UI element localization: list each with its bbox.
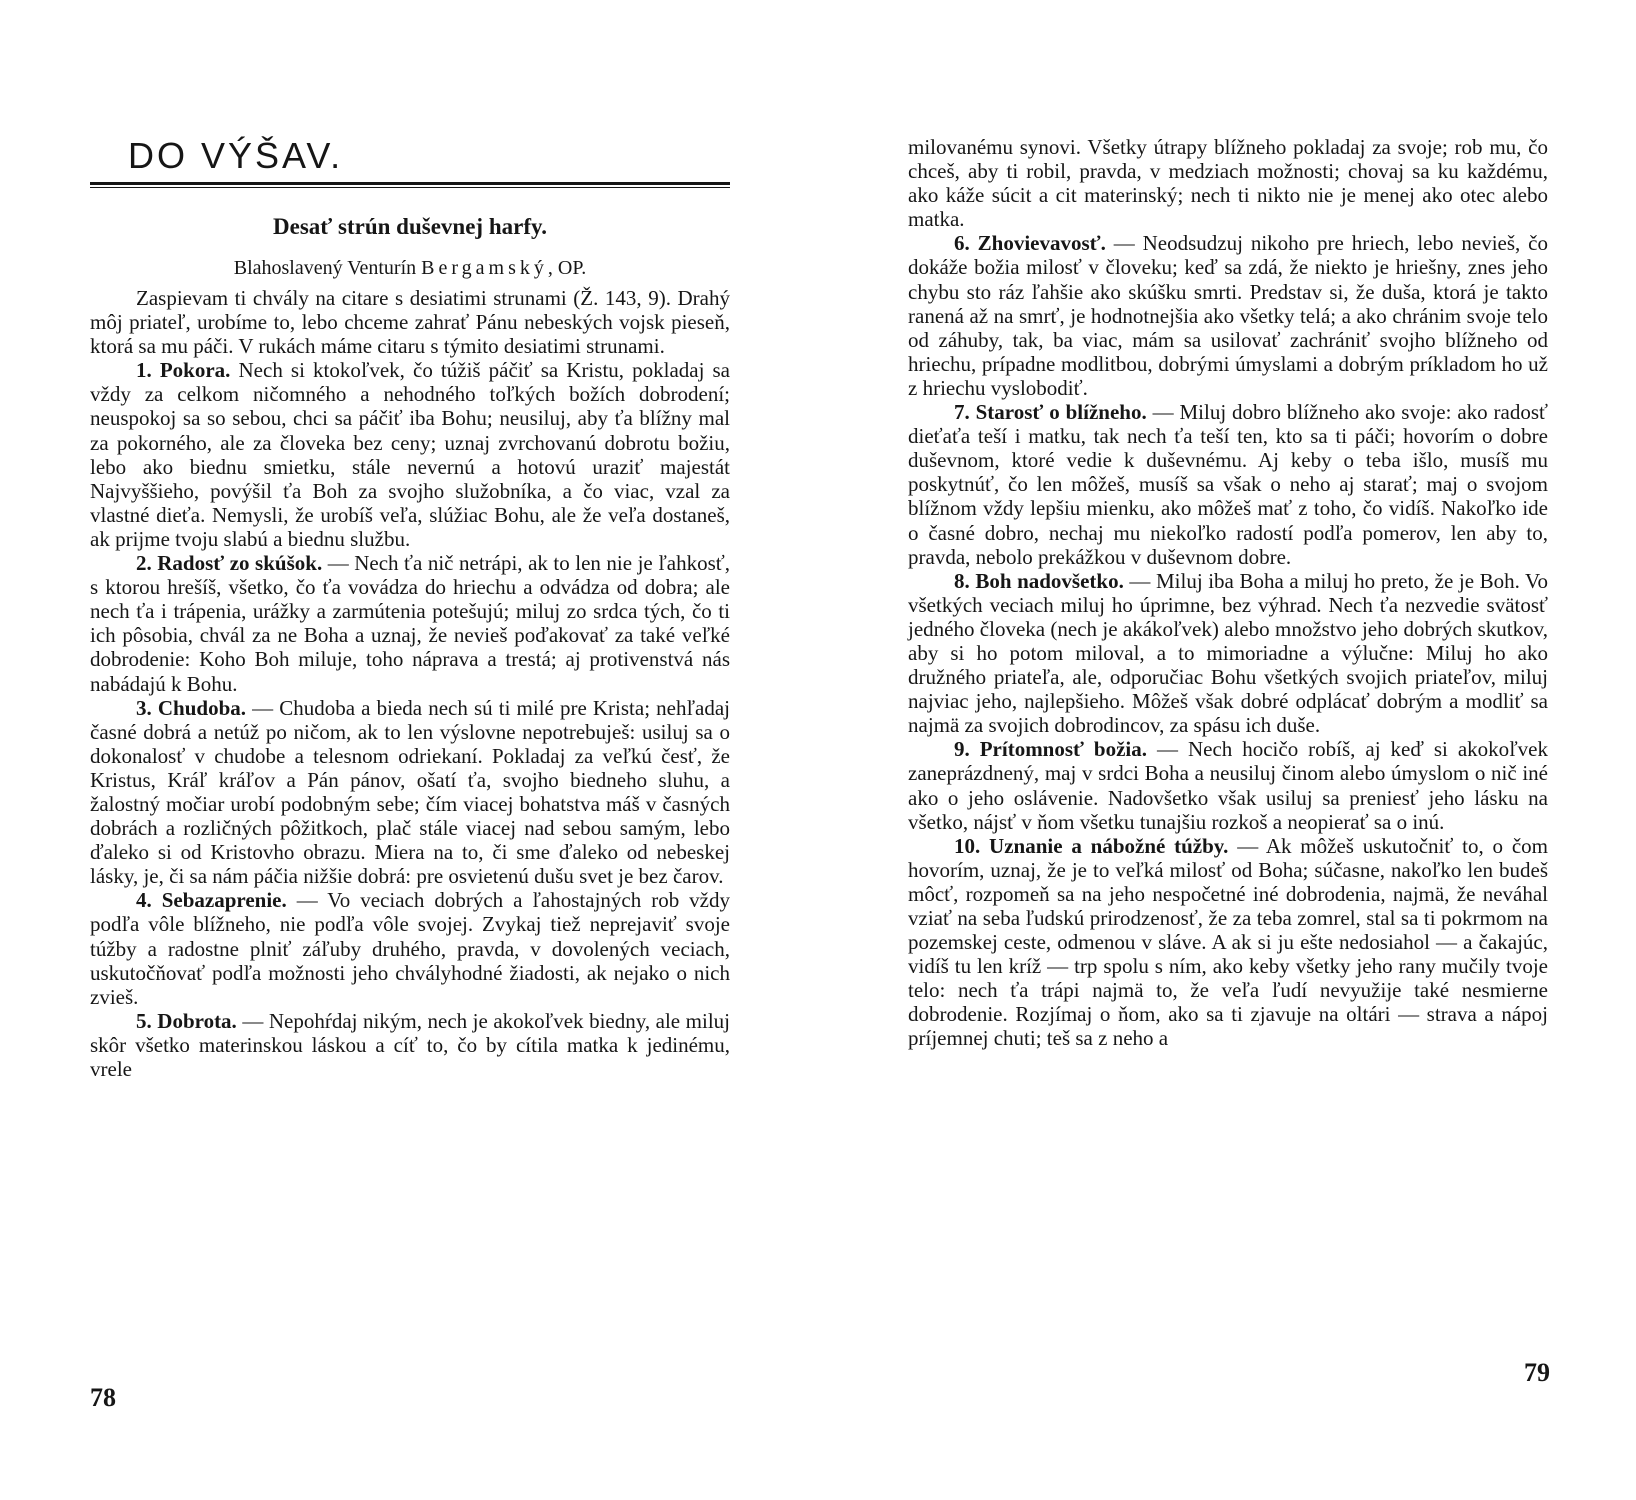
right-page [818, 0, 1636, 1500]
intro-paragraph: Zaspievam ti chvály na citare s desiatimi strunami (Ž. 143, 9). Drahý môj priateľ, urobíme to, lebo chceme zahrať Pánu nebeských vojsk pieseň, ktorá sa mu páči. V rukách máme citaru s týmito desiatimi strunami. [90, 286, 730, 359]
item-paragraph [90, 1009, 730, 1081]
item-text: — Neodsudzuj nikoho pre hriech, lebo nevieš, čo dokáže božia milosť v človeku; keď sa zdá, že niekto je hriešny, znes jeho chybu sto ráz ľahšie ako skúšku smrti. Predstav si, že duša, ktorá je takto ranená až na smrť, je hodnotnejšia ako všetky telá; a ako chránim svoje telo od záhuby, tak, ba viac, mám sa usilovať zachrániť svojho blížneho od hriechu, prípadne modlitbou, dobrými úmyslami a dobrým príkladom ho už z hriechu vyslobodiť. [908, 231, 1548, 400]
item-heading: 10. Uznanie a nábožné túžby. [954, 833, 1229, 858]
item-heading: 3. Chudoba. [136, 695, 246, 720]
item-text: — Miluj dobro blížneho ako svoje: ako radosť dieťaťa teší i matku, tak nech ťa teší ten, kto sa ti páči; hovorím o dobre duševnom, ktoré vedie k duševnému. Aj keby o teba išlo, musíš mu poskytnúť, čo len môžeš, musíš sa však o neho aj starať; maj o svojom blížnom vždy lepšiu mienku, ako môžeš mať z toho, čo vidíš. Nakoľko ide o časné dobro, nechaj mu niekoľko radostí podľa pomerov, len aby to, pravda, nebolo prekážkou v duševnom dobre. [908, 400, 1548, 569]
page-number: 79 [1524, 1358, 1550, 1387]
item-heading: 2. Radosť zo skúšok. [136, 551, 323, 576]
title-rule-thin [90, 187, 730, 188]
item-paragraph [908, 737, 1548, 833]
item-heading: 7. Starosť o blížneho. [954, 400, 1147, 425]
author-name: Blahoslavený Venturín [233, 257, 417, 279]
article-author [90, 255, 730, 281]
author-suffix: , OP. [547, 257, 587, 279]
title-rule [90, 182, 730, 185]
item-text: Nech si ktokoľvek, čo túžiš páčiť sa Kristu, pokladaj sa vždy za celkom ničomného a nehodného toľkých božích dobrodení; neuspokoj sa so sebou, chci sa páčiť iba Bohu; neusiluj, aby ťa blížny mal za pokorného, ale za človeka bez ceny; uznaj zvrchovanú dobrotu božiu, lebo ako biednu smietku, stále nevernú a hotovú uraziť majestát Najvyššieho, povýšil ťa Boh za svojho služobníka, a čo viac, vzal za vlastné dieťa. Nemysli, že urobíš veľa, slúžiac Bohu, ale že veľa dostaneš, ak prijme tvoju slabú a biednu službu. [90, 358, 731, 551]
article-title: Desať strún duševnej harfy. [273, 214, 547, 239]
item-heading: 4. Sebazaprenie. [136, 888, 287, 913]
author-surname: Bergamský [421, 257, 548, 279]
item-text: — Nech hocičo robíš, aj keď si akokoľvek zaneprázdnený, maj v srdci Boha a neusiluj činom alebo úmyslom o nič iné ako o jeho oslávenie. Nadovšetko však usiluj sa preniesť jeho lásku na všetko, nájsť v ňom všetku tunajšiu rozkoš a neopierať sa o inú. [908, 737, 1548, 834]
right-text-column [908, 135, 1548, 1051]
left-text-column [90, 286, 730, 1081]
item-heading: 8. Boh nadovšetko. [954, 568, 1124, 593]
section-title: DO VÝŠAV. [128, 135, 344, 176]
item-text: — Nech ťa nič netrápi, ak to len nie je ľahkosť, s ktorou hrešíš, všetko, čo ťa vovádza do hriechu a odvádza od dobra; ale nech ťa i trápenia, urážky a zarmútenia potešujú; miluj zo srdca tých, čo ti ich pôsobia, chvál za ne Boha a uznaj, že nevieš poďakovať za také veľké dobrodenie: Koho Boh miluje, toho náprava a trestá; aj protivenstvá nás nabádajú k Bohu. [90, 551, 730, 696]
item-paragraph [90, 551, 730, 696]
item-paragraph [90, 358, 730, 551]
item-heading: 9. Prítomnosť božia. [954, 737, 1148, 762]
item-text: — Vo veciach dobrých a ľahostajných rob vždy podľa vôle blížneho, nie podľa vôle svojej. Zvykaj tiež neprejaviť svoje túžby a radostne plniť záľuby druhého, pravda, v dovolených veciach, uskutočňovať podľa možnosti jeho chvályhodné žiadosti, ak nejako o nich zvieš. [90, 888, 730, 1009]
item-paragraph [908, 834, 1548, 1051]
item-heading: 1. Pokora. [136, 358, 231, 383]
item-paragraph [90, 888, 730, 1008]
item-paragraph [908, 569, 1548, 738]
item-text: — Ak môžeš uskutočniť to, o čom hovorím, uznaj, že je to veľká milosť od Boha; súčasne, nakoľko len budeš môcť, rozpomeň sa na jeho nespočetné iné dobrodenia, najmä, že neváhal vziať na seba ľudskú prirodzenosť, že za teba zomrel, stal sa ti pokrmom na pozemskej ceste, odmenou v sláve. A ak si ju ešte nedosiahol — a čakajúc, vidíš tu len kríž — trp spolu s ním, ako keby všetky jeho rany mučily tvoje telo: nech ťa trápi najmä to, že veľa ľudí nevyužije také nesmierne dobrodenie. Rozjímaj o ňom, ako sa ti zjavuje na oltári — strava a nápoj príjemnej chuti; teš sa z neho a [908, 833, 1548, 1051]
item-paragraph [908, 400, 1548, 569]
item-text: — Chudoba a bieda nech sú ti milé pre Krista; nehľadaj časné dobrá a netúž po ničom, ak to len výslovne nepotrebuješ: usiluj sa o dokonalosť v chudobe a telesnom odriekaní. Pokladaj za veľkú česť, že Kristus, Kráľ kráľov a Pán pánov, ošatí ťa, svojho biedneho sluhu, a žalostný močiar urobí podobným sebe; čím viacej bohatstva máš v časných dobrách a rozličných pôžitkoch, plač stále viacej nad sebou samým, lebo ďaleko si od Kristovho obrazu. Miera na to, či sme ďaleko od nebeskej lásky, je, či sa nám páčia nižšie dobrá: pre osvietenú dušu svet je bez čarov. [90, 695, 730, 889]
item-paragraph [90, 696, 730, 889]
item-paragraph [908, 231, 1548, 400]
continuation-paragraph: milovanému synovi. Všetky útrapy blížneho pokladaj za svoje; rob mu, čo chceš, aby ti robil, pravda, v medziach možnosti; chovaj sa ku každému, ako káže súcit a cit materinský; nech ti nikto nie je menej ako otec alebo matka. [908, 135, 1548, 232]
item-text: — Nepohŕdaj nikým, nech je akokoľvek biedny, ale miluj skôr všetko materinskou láskou a cíť to, čo by cítila matka k jedinému, vrele [90, 1008, 730, 1081]
page-number: 78 [90, 1383, 116, 1412]
item-text: — Miluj iba Boha a miluj ho preto, že je Boh. Vo všetkých veciach miluj ho úprimne, bez výhrad. Nech ťa nezvedie svätosť jedného človeka (nech je akákoľvek) alebo množstvo jeho dobrých skutkov, aby si ho potom miloval, a to mimoriadne a výlučne: Miluj ho ako družného priateľa, ale, odporučiac Bohu všetkých svojich priateľov, miluj najviac jeho, najlepšieho. Môžeš však dobré odplácať dobrým a modliť sa najmä za svojich dobrodincov, za spásu ich duše. [908, 568, 1548, 738]
item-heading: 5. Dobrota. [136, 1008, 237, 1033]
item-heading: 6. Zhovievavosť. [954, 231, 1106, 256]
